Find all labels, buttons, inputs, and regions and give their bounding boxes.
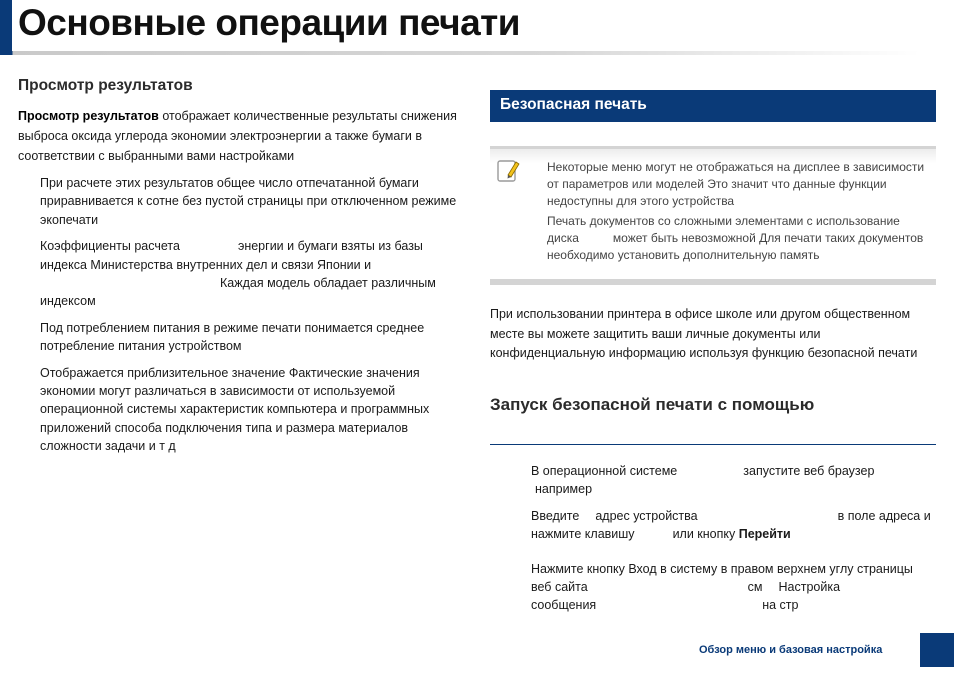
bullet-text: Коэффициенты расчета <box>40 239 180 254</box>
right-column <box>490 90 936 623</box>
step-text: запустите веб браузер <box>743 463 875 478</box>
note-line-part: может быть невозможной Для печати таких документов необходимо установить дополнительную память <box>547 231 924 262</box>
left-column <box>18 76 468 464</box>
step-text: на стр <box>762 597 799 612</box>
step-item <box>531 507 936 543</box>
bullet-text: Каждая модель обладает различным <box>220 276 436 291</box>
bullet-item: Под потреблением питания в режиме печати понимается среднее потребление питания устройством <box>40 320 425 354</box>
step-text: Настройка <box>778 579 841 594</box>
subheading-rule <box>490 444 936 445</box>
note-box <box>490 146 936 285</box>
footer-section-label: Обзор меню и базовая настройка <box>699 644 883 656</box>
step-text: см <box>747 579 763 594</box>
secure-print-header: Безопасная печать <box>490 90 936 122</box>
go-button-label: Перейти <box>738 526 791 541</box>
secure-print-subheading: Запуск безопасной печати с помощью <box>490 394 815 414</box>
note-pencil-icon <box>496 157 520 183</box>
note-line: Некоторые меню могут не отображаться на дисплее в зависимости от параметров или моделей Это значит что данные функции недоступны для этого устройства <box>547 160 925 208</box>
step-text: Введите <box>531 508 580 523</box>
step-text: например <box>535 481 593 496</box>
bullet-item <box>40 237 468 311</box>
steps-list <box>490 462 936 614</box>
bullet-item: Отображается приблизительное значение Фактические значения экономии могут различаться в зависимости от используемой операционной системы характеристик компьютера и программных приложений способа подключения типа и размера материалов сложности задачи и т д <box>40 365 430 454</box>
step-item <box>531 462 936 498</box>
note-line-part: Печать документов со сложными элементами с использование диска <box>547 214 900 246</box>
results-intro-bold: Просмотр результатов <box>18 109 159 123</box>
results-bullets <box>18 174 468 456</box>
results-heading: Просмотр результатов <box>18 77 193 94</box>
title-rule <box>0 51 920 55</box>
footer-page-box <box>920 633 954 667</box>
step-text: Нажмите кнопку Вход в систему в правом верхнем углу страницы веб сайта <box>531 561 913 594</box>
title-accent-bar <box>0 0 12 52</box>
note-line <box>547 213 932 263</box>
step-text: В операционной системе <box>531 463 678 478</box>
page-title: Основные операции печати <box>18 2 521 43</box>
note-text <box>547 159 932 268</box>
step-item <box>531 560 936 614</box>
results-intro-text: отображает количественные результаты снижения выброса оксида углерода экономии электроэнергии а также бумаги в соответствии с выбранными вами настройками <box>18 109 457 163</box>
step-text: адрес устройства <box>595 508 698 523</box>
step-text: в поле адреса и нажмите клавишу <box>531 508 931 541</box>
results-intro <box>18 106 468 166</box>
step-text: или кнопку <box>672 526 739 541</box>
step-text: сообщения <box>531 597 597 612</box>
secure-print-intro: При использовании принтера в офисе школе или другом общественном месте вы можете защитить ваши личные документы или конфиденциальную информацию используя функцию безопасной печати <box>490 307 918 361</box>
bullet-text: индексом <box>40 294 96 309</box>
bullet-item: При расчете этих результатов общее число отпечатанной бумаги приравнивается к сотне без пустой страницы при отключенном режиме экопечати <box>40 176 457 227</box>
bullet-text: энергии и бумаги взяты из базы индекса Министерства внутренних дел и связи Японии и <box>40 239 423 272</box>
